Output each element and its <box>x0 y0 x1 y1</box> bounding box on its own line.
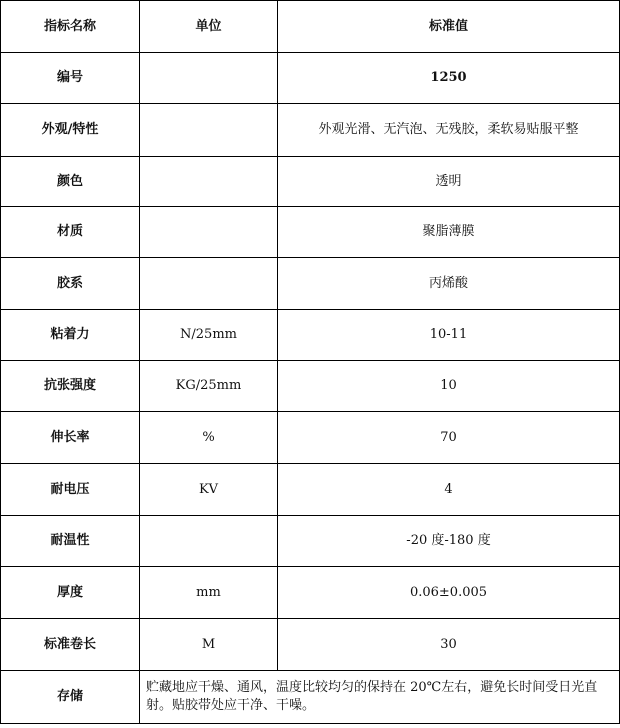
header-name: 指标名称 <box>1 1 140 53</box>
row-unit <box>140 516 278 567</box>
table-row <box>1 104 620 157</box>
table-row <box>1 361 620 412</box>
row-unit: mm <box>140 567 278 619</box>
row-name: 外观/特性 <box>1 104 140 157</box>
row-value: 70 <box>278 412 620 464</box>
row-name: 粘着力 <box>1 310 140 361</box>
row-value: 10-11 <box>278 310 620 361</box>
row-unit <box>140 53 278 104</box>
table-row <box>1 412 620 464</box>
row-unit <box>140 258 278 310</box>
row-name: 编号 <box>1 53 140 104</box>
row-value: 10 <box>278 361 620 412</box>
row-unit <box>140 104 278 157</box>
row-value: 聚脂薄膜 <box>278 207 620 258</box>
row-value: 4 <box>278 464 620 516</box>
row-unit: KV <box>140 464 278 516</box>
row-name: 材质 <box>1 207 140 258</box>
row-name: 抗张强度 <box>1 361 140 412</box>
row-name: 厚度 <box>1 567 140 619</box>
row-unit: N/25mm <box>140 310 278 361</box>
row-value: 外观光滑、无汽泡、无残胶，柔软易贴服平整 <box>278 104 620 157</box>
row-value: 丙烯酸 <box>278 258 620 310</box>
storage-text: 贮藏地应干燥、通风，温度比较均匀的保持在 20℃左右，避免长时间受日光直射。贴胶带处应干净、干噪。 <box>140 671 620 724</box>
row-name: 标准卷长 <box>1 619 140 671</box>
row-value: 透明 <box>278 157 620 207</box>
table-row <box>1 464 620 516</box>
row-name: 胶系 <box>1 258 140 310</box>
storage-row <box>1 671 620 724</box>
table-row <box>1 619 620 671</box>
row-value: 1250 <box>278 53 620 104</box>
row-name: 颜色 <box>1 157 140 207</box>
row-unit: % <box>140 412 278 464</box>
row-name: 耐电压 <box>1 464 140 516</box>
header-unit: 单位 <box>140 1 278 53</box>
table-row <box>1 516 620 567</box>
storage-name: 存储 <box>1 671 140 724</box>
table-row <box>1 310 620 361</box>
row-value: -20 度-180 度 <box>278 516 620 567</box>
table-row <box>1 207 620 258</box>
table-row <box>1 258 620 310</box>
row-unit: M <box>140 619 278 671</box>
row-unit <box>140 157 278 207</box>
row-value: 0.06±0.005 <box>278 567 620 619</box>
row-name: 耐温性 <box>1 516 140 567</box>
table-row <box>1 53 620 104</box>
header-value: 标准值 <box>278 1 620 53</box>
row-name: 伸长率 <box>1 412 140 464</box>
header-row <box>1 1 620 53</box>
row-unit: KG/25mm <box>140 361 278 412</box>
table-row <box>1 567 620 619</box>
row-value: 30 <box>278 619 620 671</box>
table-row <box>1 157 620 207</box>
row-unit <box>140 207 278 258</box>
